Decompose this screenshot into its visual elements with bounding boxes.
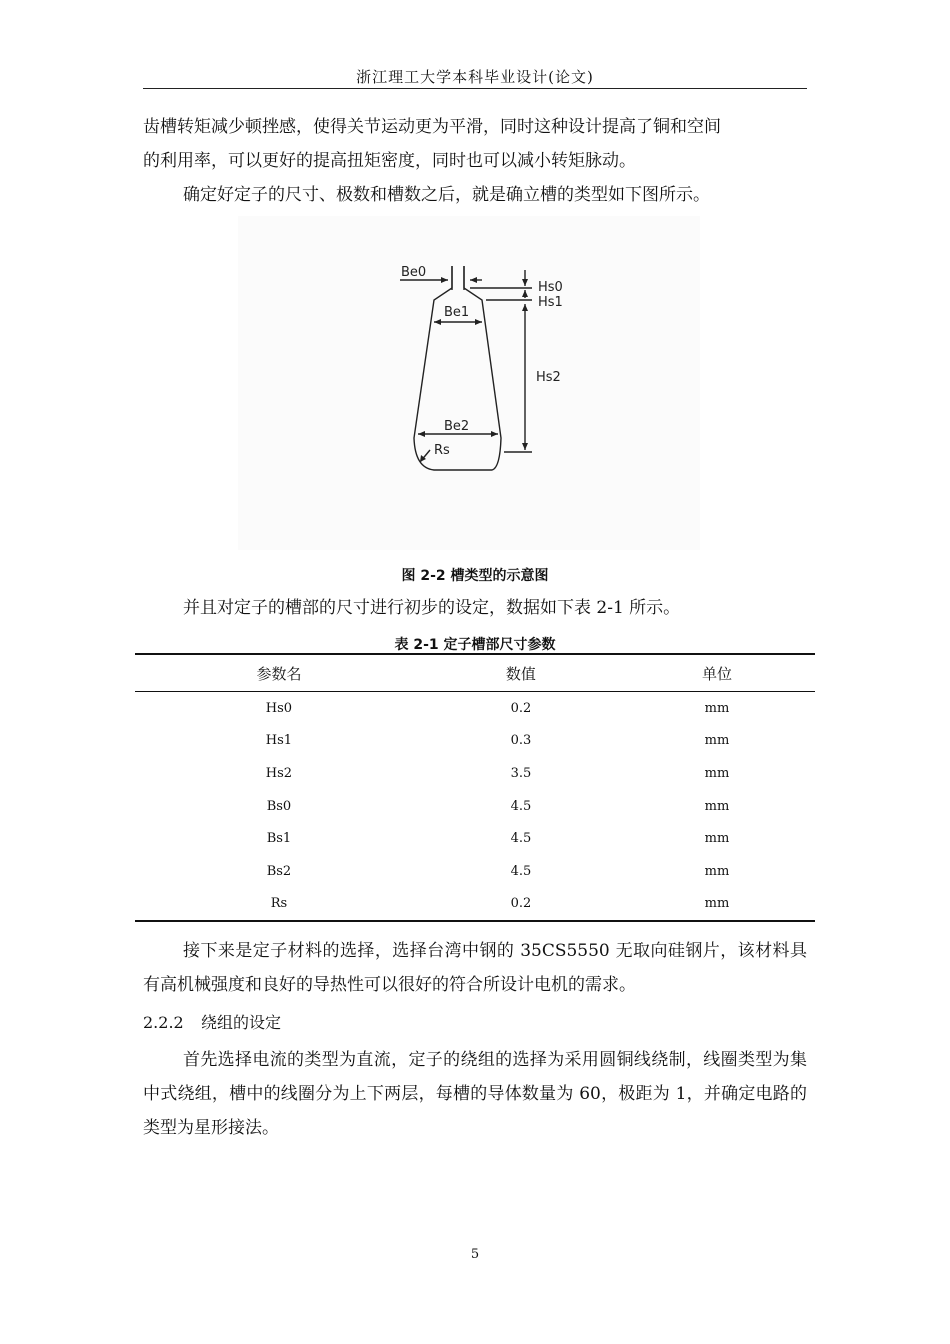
table-header-cell: 单位	[619, 654, 815, 692]
table-cell: 0.3	[510, 733, 532, 749]
table-cell: Bs2	[266, 863, 292, 879]
table-header-row	[135, 654, 815, 692]
table-cell: 4.5	[510, 863, 532, 879]
paragraph-2-text: 确定好定子的尺寸、极数和槽数之后，就是确立槽的类型如下图所示。	[183, 185, 710, 205]
label-hs2: Hs2	[536, 370, 561, 385]
paragraph-1-line-1: 齿槽转矩减少顿挫感，使得关节运动更为平滑，同时这种设计提高了铜和空间	[143, 117, 721, 137]
table-cell: Hs2	[265, 765, 293, 781]
paragraph-3	[143, 591, 807, 625]
table-header-cell: 参数名	[135, 654, 423, 692]
table-row	[135, 855, 815, 888]
slot-diagram	[238, 216, 700, 550]
table-cell: mm	[704, 765, 730, 781]
paragraph-1	[143, 110, 807, 178]
table-row	[135, 822, 815, 855]
section-number: 2.2.2	[143, 1013, 184, 1032]
table-header-cell: 数值	[423, 654, 619, 692]
paragraph-1-line-2: 的利用率，可以更好的提高扭矩密度，同时也可以减小转矩脉动。	[143, 151, 636, 171]
table-cell: 0.2	[423, 888, 619, 922]
table-cell: 3.5	[510, 765, 532, 781]
paragraph-5-text: 首先选择电流的类型为直流，定子的绕组的选择为采用圆铜线绕制，线圈类型为集中式绕组，槽中的线圈分为上下两层，每槽的导体数量为 60，极距为 1，并确定电路的类型为星形接法。	[143, 1050, 807, 1138]
label-hs1: Hs1	[538, 295, 563, 310]
label-rs: Rs	[434, 443, 450, 458]
table-caption: 表 2-1 定子槽部尺寸参数	[394, 637, 556, 653]
table-cell: 4.5	[510, 831, 532, 847]
table-cell: Bs0	[266, 798, 292, 814]
table-cell: mm	[704, 700, 730, 716]
table-cell: Bs1	[266, 831, 292, 847]
table-cell: mm	[619, 888, 815, 922]
paragraph-5	[143, 1043, 807, 1145]
label-hs0: Hs0	[538, 280, 563, 295]
table-row	[135, 725, 815, 758]
section-title: 绕组的设定	[201, 1013, 282, 1032]
table-row	[135, 757, 815, 790]
section-heading	[143, 1010, 281, 1033]
table-cell: Hs1	[265, 733, 293, 749]
table-cell: mm	[704, 831, 730, 847]
slot-outline	[414, 266, 501, 470]
slot-parameter-table	[135, 653, 815, 922]
paragraph-4-text: 接下来是定子材料的选择，选择台湾中钢的 35CS5550 无取向硅钢片，该材料具有高机械强度和良好的导热性可以很好的符合所设计电机的需求。	[143, 941, 807, 995]
table-cell: 0.2	[510, 700, 532, 716]
header-rule	[143, 88, 807, 89]
table-cell: mm	[704, 733, 730, 749]
label-be0: Be0	[401, 265, 427, 280]
table-row	[135, 888, 815, 922]
table-cell: 4.5	[510, 798, 532, 814]
table-row	[135, 692, 815, 725]
table-row	[135, 790, 815, 823]
label-be2: Be2	[444, 419, 470, 434]
page-number: 5	[470, 1247, 480, 1262]
slot-type-figure	[238, 216, 700, 550]
figure-caption: 图 2-2 槽类型的示意图	[401, 568, 549, 584]
table-cell: mm	[704, 863, 730, 879]
paragraph-3-text: 并且对定子的槽部的尺寸进行初步的设定，数据如下表 2-1 所示。	[183, 598, 681, 618]
page-header-title: 浙江理工大学本科毕业设计(论文)	[356, 68, 594, 86]
table-cell: Rs	[135, 888, 423, 922]
label-be1: Be1	[444, 305, 470, 320]
table-cell: Hs0	[265, 700, 293, 716]
paragraph-4	[143, 934, 807, 1002]
paragraph-2	[143, 178, 807, 212]
table-cell: mm	[704, 798, 730, 814]
